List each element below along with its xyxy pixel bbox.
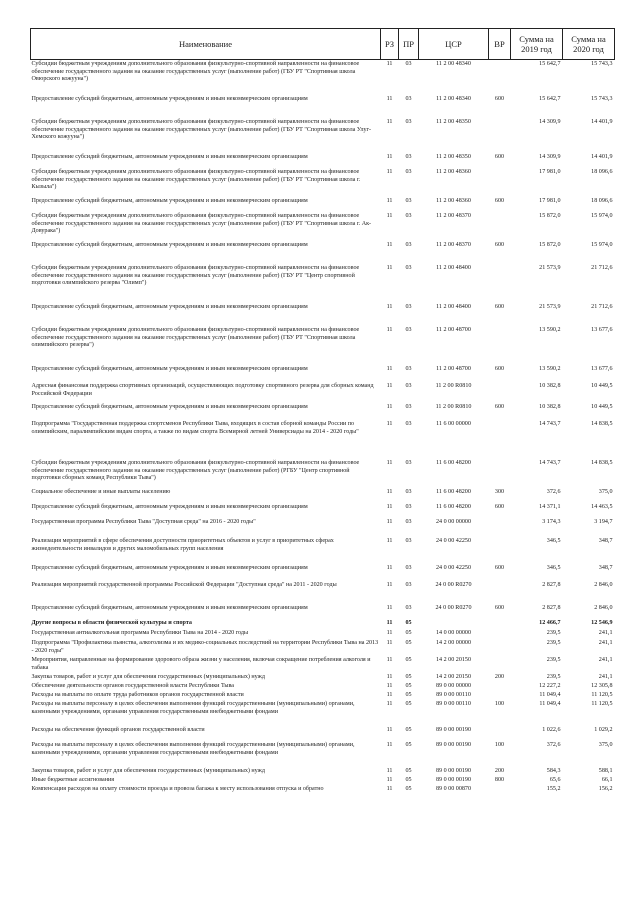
table-body xyxy=(31,60,615,803)
table-row xyxy=(31,785,615,802)
row-sum-2020: 14 401,9 xyxy=(591,154,613,160)
row-vr: 800 xyxy=(494,777,505,783)
row-vr xyxy=(489,264,511,303)
row-vr: 200 xyxy=(494,674,505,680)
row-vr: 600 xyxy=(494,242,505,248)
row-csr: 11 6 00 48200 xyxy=(436,489,471,495)
row-vr xyxy=(489,656,511,673)
row-csr: 11 2 00 48370 xyxy=(436,213,471,219)
row-name: Субсидии бюджетным учреждениям дополнительного образования физкультурно-спортивной направленности на финансовое обеспечение государственного задания на оказание государственных услуг (выполнение работ) (ГБУ РТ "Спортивная школа г. Ак-Довурака") xyxy=(31,213,372,235)
row-vr xyxy=(489,518,511,537)
row-pr: 03 xyxy=(405,605,412,611)
row-sum-2020: 21 712,6 xyxy=(591,265,613,271)
row-rz: 11 xyxy=(386,504,393,510)
row-sum-2020: 66,1 xyxy=(601,777,613,783)
table-row xyxy=(31,639,615,656)
table-row xyxy=(31,726,615,741)
table-row xyxy=(31,604,615,619)
row-csr: 11 6 00 48200 xyxy=(436,460,471,466)
table-row xyxy=(31,459,615,488)
table-row xyxy=(31,365,615,382)
table-row xyxy=(31,776,615,785)
row-name: Предоставление субсидий бюджетным, автономным учреждениям и иным некоммерческим организациям xyxy=(31,504,308,510)
row-sum-2019: 239,5 xyxy=(546,674,561,680)
row-csr: 11 2 00 48700 xyxy=(436,366,471,372)
row-pr: 05 xyxy=(405,786,412,792)
row-name: Предоставление субсидий бюджетным, автономным учреждениям и иным некоммерческим организациям xyxy=(31,605,308,611)
row-sum-2020: 241,1 xyxy=(598,674,613,680)
row-sum-2019: 12 227,2 xyxy=(539,683,561,689)
row-pr: 03 xyxy=(405,383,412,389)
row-vr xyxy=(489,682,511,691)
table-row xyxy=(31,488,615,503)
row-sum-2019: 13 590,2 xyxy=(539,366,561,372)
row-rz: 11 xyxy=(386,727,393,733)
row-csr: 89 0 00 00000 xyxy=(435,683,472,689)
row-sum-2020: 15 743,3 xyxy=(591,96,613,102)
row-sum-2019: 15 872,0 xyxy=(539,242,561,248)
row-name: Предоставление субсидий бюджетным, автономным учреждениям и иным некоммерческим организациям xyxy=(31,565,308,571)
row-csr: 89 0 00 00110 xyxy=(436,701,471,707)
row-rz: 11 xyxy=(386,213,393,219)
row-name: Закупка товаров, работ и услуг для обеспечения государственных (муниципальных) нужд xyxy=(31,768,265,774)
row-pr: 05 xyxy=(405,630,412,636)
table-row xyxy=(31,420,615,459)
row-rz: 11 xyxy=(386,489,393,495)
row-pr: 03 xyxy=(405,366,412,372)
row-vr: 300 xyxy=(494,489,505,495)
row-sum-2019: 346,5 xyxy=(546,538,561,544)
table-row xyxy=(31,619,615,629)
row-vr: 600 xyxy=(494,504,505,510)
row-sum-2019: 21 573,9 xyxy=(539,304,561,310)
row-sum-2019: 3 174,3 xyxy=(542,519,561,525)
row-sum-2020: 348,7 xyxy=(598,538,613,544)
table-row xyxy=(31,700,615,726)
row-sum-2019: 65,6 xyxy=(549,777,561,783)
col-header-pr: ПР xyxy=(399,29,419,60)
row-sum-2020: 18 096,6 xyxy=(591,198,613,204)
row-sum-2020: 156,2 xyxy=(598,786,613,792)
row-pr: 03 xyxy=(405,242,412,248)
row-sum-2019: 239,5 xyxy=(546,630,561,636)
row-csr: 11 2 00 48340 xyxy=(436,61,471,67)
table-header-row xyxy=(31,29,615,60)
row-sum-2020: 13 677,6 xyxy=(591,366,613,372)
row-rz: 11 xyxy=(386,768,393,774)
row-pr: 03 xyxy=(405,265,412,271)
row-sum-2020: 11 120,5 xyxy=(591,692,613,698)
row-pr: 03 xyxy=(405,154,412,160)
row-sum-2019: 14 309,9 xyxy=(539,154,561,160)
row-pr: 03 xyxy=(405,519,412,525)
row-name: Субсидии бюджетным учреждениям дополнительного образования физкультурно-спортивной направленности на финансовое обеспечение государственного задания на оказание государственных услуг (выполнение работ) (РГБУ "Центр спортивной подготовки сборных команд Республики Тыва") xyxy=(31,460,360,482)
row-sum-2019: 15 872,0 xyxy=(539,213,561,219)
row-sum-2019: 14 371,1 xyxy=(539,504,561,510)
row-vr: 600 xyxy=(494,304,505,310)
row-sum-2019: 2 827,8 xyxy=(542,605,561,611)
row-csr: 14 2 00 20150 xyxy=(435,657,472,663)
row-pr: 05 xyxy=(405,640,412,646)
row-vr xyxy=(489,691,511,700)
row-pr: 05 xyxy=(405,742,412,748)
row-name: Подпрограмма "Государственная поддержка спортсменов Республики Тыва, входящих в состав сборной команды России по олимпийским, паралимпийским видам спорта, а также по видам спорта Всемирной летней Универсиады на 2014 - 2020 годы" xyxy=(31,421,359,435)
row-sum-2020: 12 305,8 xyxy=(591,683,613,689)
row-csr: 89 0 00 00190 xyxy=(435,768,472,774)
row-sum-2019: 372,6 xyxy=(546,742,561,748)
table-row xyxy=(31,382,615,403)
row-rz: 11 xyxy=(386,777,393,783)
row-rz: 11 xyxy=(386,154,393,160)
row-csr: 11 2 00 48360 xyxy=(436,198,471,204)
row-name: Социальное обеспечение и иные выплаты населению xyxy=(31,489,171,495)
row-name: Предоставление субсидий бюджетным, автономным учреждениям и иным некоммерческим организациям xyxy=(31,404,308,410)
row-pr: 03 xyxy=(405,169,412,175)
row-rz: 11 xyxy=(386,538,393,544)
row-sum-2020: 348,7 xyxy=(598,565,613,571)
row-vr: 600 xyxy=(494,198,505,204)
row-sum-2019: 10 382,8 xyxy=(539,404,561,410)
row-csr: 14 0 00 00000 xyxy=(435,630,472,636)
row-csr: 11 2 00 48400 xyxy=(436,265,471,271)
row-rz: 11 xyxy=(386,620,393,626)
row-rz: 11 xyxy=(386,304,393,310)
row-sum-2020: 241,1 xyxy=(598,640,613,646)
row-pr: 03 xyxy=(405,119,412,125)
row-csr: 24 0 00 00000 xyxy=(435,519,472,525)
row-sum-2020: 13 677,6 xyxy=(591,327,613,333)
row-vr: 600 xyxy=(494,605,505,611)
row-pr: 05 xyxy=(405,620,412,626)
row-vr: 600 xyxy=(494,366,505,372)
table-row xyxy=(31,60,615,96)
row-name: Субсидии бюджетным учреждениям дополнительного образования физкультурно-спортивной направленности на финансовое обеспечение государственного задания на оказание государственных услуг (выполнение работ) (ГБУ РТ "Спортивная школа Улуг-Хемского кожууна") xyxy=(31,119,372,141)
row-sum-2020: 15 743,3 xyxy=(591,61,613,67)
row-csr: 11 2 00 R0810 xyxy=(435,404,472,410)
row-vr xyxy=(489,537,511,564)
row-name: Иные бюджетные ассигнования xyxy=(31,777,115,783)
row-vr: 100 xyxy=(494,742,505,748)
table-row xyxy=(31,537,615,564)
col-header-csr: ЦСР xyxy=(419,29,489,60)
row-vr: 600 xyxy=(494,565,505,571)
row-rz: 11 xyxy=(386,657,393,663)
row-csr: 24 0 00 R0270 xyxy=(435,582,472,588)
row-name: Расходы на обеспечение функций органов государственной власти xyxy=(31,727,205,733)
row-pr: 05 xyxy=(405,674,412,680)
row-vr xyxy=(489,420,511,459)
row-pr: 03 xyxy=(405,538,412,544)
table-row xyxy=(31,518,615,537)
row-name: Подпрограмма "Профилактика пьянства, алкоголизма и их медико-социальных последствий на территории Республики Тыва на 2013 - 2020 годы" xyxy=(31,640,379,654)
table-row xyxy=(31,153,615,168)
row-csr: 14 2 00 00000 xyxy=(435,640,472,646)
row-csr: 89 0 00 00190 xyxy=(435,777,472,783)
row-csr xyxy=(419,619,489,629)
row-name: Предоставление субсидий бюджетным, автономным учреждениям и иным некоммерческим организациям xyxy=(31,304,308,310)
row-csr: 24 0 00 42250 xyxy=(435,565,472,571)
row-sum-2019: 584,3 xyxy=(546,768,561,774)
row-pr: 03 xyxy=(405,460,412,466)
row-sum-2019: 2 827,8 xyxy=(542,582,561,588)
row-rz: 11 xyxy=(386,742,393,748)
row-pr: 05 xyxy=(405,727,412,733)
table-row xyxy=(31,581,615,604)
row-pr: 03 xyxy=(405,96,412,102)
table-row xyxy=(31,741,615,767)
col-header-sum-2019: Сумма на 2019 год xyxy=(511,29,563,60)
row-sum-2019: 14 743,7 xyxy=(539,460,561,466)
row-sum-2019: 11 049,4 xyxy=(539,701,561,707)
table-row xyxy=(31,118,615,153)
row-pr: 05 xyxy=(405,692,412,698)
row-rz: 11 xyxy=(386,683,393,689)
row-pr: 03 xyxy=(405,421,412,427)
row-sum-2020: 14 838,5 xyxy=(591,421,613,427)
row-sum-2020: 10 449,5 xyxy=(591,404,613,410)
row-sum-2020: 14 401,9 xyxy=(591,119,613,125)
row-csr: 11 2 00 R0810 xyxy=(435,383,472,389)
row-sum-2020: 2 846,0 xyxy=(594,582,613,588)
row-rz: 11 xyxy=(386,519,393,525)
row-sum-2019: 17 981,0 xyxy=(539,169,561,175)
table-row xyxy=(31,264,615,303)
row-name: Субсидии бюджетным учреждениям дополнительного образования физкультурно-спортивной направленности на финансовое обеспечение государственного задания на оказание государственных услуг (выполнение работ) (ГБУ РТ "Спортивная школа г. Кызыла") xyxy=(31,169,361,191)
row-sum-2019: 13 590,2 xyxy=(539,327,561,333)
row-csr: 24 0 00 R0270 xyxy=(435,605,472,611)
row-vr xyxy=(489,118,511,153)
row-name: Расходы на выплаты персоналу в целях обеспечения выполнения функций государственными (муниципальными) органами, казенными учреждениями, органами управления государственными внебюджетными фондами xyxy=(31,701,355,715)
row-sum-2019: 1 022,6 xyxy=(542,727,561,733)
row-name: Субсидии бюджетным учреждениям дополнительного образования физкультурно-спортивной направленности на финансовое обеспечение государственного задания на оказание государственных услуг (выполнение работ) (ГБУ РТ "Спортивная школа олимпийского резерва") xyxy=(31,327,360,349)
row-name: Реализация мероприятий в сфере обеспечения доступности приоритетных объектов и услуг в приоритетных сферах жизнедеятельности инвалидов и других маломобильных групп населения xyxy=(31,538,334,552)
row-name: Предоставление субсидий бюджетным, автономным учреждениям и иным некоммерческим организациям xyxy=(31,96,308,102)
row-rz: 11 xyxy=(386,565,393,571)
table-row xyxy=(31,767,615,776)
col-header-rz: РЗ xyxy=(381,29,399,60)
row-sum-2019: 12 466,7 xyxy=(539,620,561,626)
row-rz: 11 xyxy=(386,198,393,204)
row-name: Обеспечение деятельности органов государственной власти Республики Тыва xyxy=(31,683,234,689)
row-vr xyxy=(489,212,511,241)
row-rz: 11 xyxy=(386,242,393,248)
row-pr: 03 xyxy=(405,582,412,588)
table-row xyxy=(31,682,615,691)
row-rz: 11 xyxy=(386,119,393,125)
row-sum-2020: 3 194,7 xyxy=(594,519,613,525)
table-row xyxy=(31,564,615,581)
row-pr: 03 xyxy=(405,504,412,510)
row-sum-2019: 10 382,8 xyxy=(539,383,561,389)
row-vr xyxy=(489,168,511,197)
row-csr: 89 0 00 00870 xyxy=(435,786,472,792)
row-sum-2019: 14 309,9 xyxy=(539,119,561,125)
row-vr: 600 xyxy=(494,404,505,410)
row-pr: 03 xyxy=(405,489,412,495)
row-name: Предоставление субсидий бюджетным, автономным учреждениям и иным некоммерческим организациям xyxy=(31,198,308,204)
row-sum-2020: 375,0 xyxy=(598,742,613,748)
row-name: Компенсация расходов на оплату стоимости проезда и провоза багажа к месту использования отпуска и обратно xyxy=(31,786,324,792)
row-sum-2019: 11 049,4 xyxy=(539,692,561,698)
table-row xyxy=(31,503,615,518)
row-vr xyxy=(489,382,511,403)
row-sum-2020: 15 974,0 xyxy=(591,242,613,248)
row-vr: 600 xyxy=(494,96,505,102)
row-rz: 11 xyxy=(386,674,393,680)
table-row xyxy=(31,168,615,197)
row-csr: 11 2 00 48700 xyxy=(436,327,471,333)
col-header-name: Наименование xyxy=(31,29,381,60)
row-pr: 05 xyxy=(405,768,412,774)
row-sum-2020: 12 546,9 xyxy=(591,620,613,626)
row-sum-2020: 15 974,0 xyxy=(591,213,613,219)
table-row xyxy=(31,95,615,118)
row-name: Субсидии бюджетным учреждениям дополнительного образования физкультурно-спортивной направленности на финансовое обеспечение государственного задания на оказание государственных услуг (выполнение работ) (ГБУ РТ "Спортивная школа Овюрского кожууна") xyxy=(31,61,360,83)
table-row xyxy=(31,691,615,700)
row-csr: 11 2 00 48360 xyxy=(436,169,471,175)
row-vr xyxy=(489,619,511,629)
row-rz: 11 xyxy=(386,366,393,372)
row-rz: 11 xyxy=(386,96,393,102)
row-csr: 11 6 00 48200 xyxy=(436,504,471,510)
row-vr xyxy=(489,326,511,365)
row-rz: 11 xyxy=(386,169,393,175)
row-rz: 11 xyxy=(386,460,393,466)
row-name: Предоставление субсидий бюджетным, автономным учреждениям и иным некоммерческим организациям xyxy=(31,154,308,160)
row-pr: 05 xyxy=(405,683,412,689)
row-csr: 14 2 00 20150 xyxy=(435,674,472,680)
row-name: Реализация мероприятий государственной программы Российской Федерации "Доступная среда" на 2011 - 2020 годы xyxy=(31,582,337,588)
row-name: Расходы на выплаты персоналу в целях обеспечения выполнения функций государственными (муниципальными) органами, казенными учреждениями, органами управления государственными внебюджетными фондами xyxy=(31,742,355,756)
table-row xyxy=(31,326,615,365)
row-sum-2020: 21 712,6 xyxy=(591,304,613,310)
row-pr: 03 xyxy=(405,304,412,310)
row-pr: 05 xyxy=(405,701,412,707)
row-sum-2020: 18 096,6 xyxy=(591,169,613,175)
table-row xyxy=(31,673,615,682)
row-pr: 03 xyxy=(405,198,412,204)
budget-table xyxy=(30,28,615,802)
table-row xyxy=(31,403,615,420)
row-pr: 03 xyxy=(405,565,412,571)
row-rz: 11 xyxy=(386,61,393,67)
row-vr: 600 xyxy=(494,154,505,160)
row-vr xyxy=(489,726,511,741)
row-rz: 11 xyxy=(386,605,393,611)
table-row xyxy=(31,303,615,326)
row-csr: 89 0 00 00190 xyxy=(435,727,472,733)
row-name: Государственная программа Республики Тыва "Доступная среда" на 2016 - 2020 годы" xyxy=(31,519,256,525)
row-csr: 11 2 00 48350 xyxy=(436,154,471,160)
col-header-sum-2020: Сумма на 2020 год xyxy=(563,29,615,60)
row-rz: 11 xyxy=(386,265,393,271)
row-rz: 11 xyxy=(386,327,393,333)
row-csr: 11 2 00 48350 xyxy=(436,119,471,125)
table-row xyxy=(31,197,615,212)
row-rz: 11 xyxy=(386,630,393,636)
row-rz: 11 xyxy=(386,692,393,698)
row-csr: 11 6 00 00000 xyxy=(436,421,471,427)
row-vr xyxy=(489,629,511,639)
row-sum-2020: 2 846,0 xyxy=(594,605,613,611)
row-sum-2020: 241,1 xyxy=(598,630,613,636)
table-row xyxy=(31,629,615,639)
row-pr: 05 xyxy=(405,657,412,663)
row-sum-2019: 15 642,7 xyxy=(539,96,561,102)
table-row xyxy=(31,656,615,673)
row-sum-2019: 17 981,0 xyxy=(539,198,561,204)
row-vr: 200 xyxy=(494,768,505,774)
row-rz: 11 xyxy=(386,421,393,427)
row-sum-2020: 14 463,5 xyxy=(591,504,613,510)
row-sum-2020: 241,1 xyxy=(598,657,613,663)
row-sum-2019: 346,5 xyxy=(546,565,561,571)
row-csr: 24 0 00 42250 xyxy=(435,538,472,544)
row-pr: 03 xyxy=(405,327,412,333)
row-csr: 89 0 00 00190 xyxy=(435,742,472,748)
col-header-vr: ВР xyxy=(489,29,511,60)
row-name: Мероприятия, направленные на формирование здорового образа жизни у населения, включая сокращение потребления алкоголя и табака xyxy=(31,657,371,671)
row-sum-2020: 10 449,5 xyxy=(591,383,613,389)
row-csr: 11 2 00 48400 xyxy=(436,304,471,310)
row-rz: 11 xyxy=(386,701,393,707)
row-pr: 03 xyxy=(405,404,412,410)
row-vr xyxy=(489,581,511,604)
row-sum-2019: 239,5 xyxy=(546,640,561,646)
row-name: Другие вопросы в области физической культуры и спорта xyxy=(31,620,192,626)
row-rz: 11 xyxy=(386,582,393,588)
row-sum-2019: 239,5 xyxy=(546,657,561,663)
row-csr: 89 0 00 00110 xyxy=(436,692,471,698)
row-vr: 100 xyxy=(494,701,505,707)
row-vr xyxy=(489,459,511,488)
row-name: Предоставление субсидий бюджетным, автономным учреждениям и иным некоммерческим организациям xyxy=(31,366,308,372)
row-rz: 11 xyxy=(386,786,393,792)
row-rz: 11 xyxy=(386,640,393,646)
row-rz: 11 xyxy=(386,404,393,410)
row-pr: 03 xyxy=(405,61,412,67)
row-name: Субсидии бюджетным учреждениям дополнительного образования физкультурно-спортивной направленности на финансовое обеспечение государственного задания на оказание государственных услуг (выполнение работ) (ГБУ РТ "Центр спортивной подготовки олимпийского резерва "Олимп") xyxy=(31,265,360,287)
row-csr: 11 2 00 48370 xyxy=(436,242,471,248)
row-sum-2019: 14 743,7 xyxy=(539,421,561,427)
row-sum-2020: 14 838,5 xyxy=(591,460,613,466)
row-name: Расходы на выплаты по оплате труда работников органов государственной власти xyxy=(31,692,244,698)
row-sum-2019: 15 642,7 xyxy=(539,61,561,67)
row-csr: 11 2 00 48340 xyxy=(436,96,471,102)
row-sum-2019: 21 573,9 xyxy=(539,265,561,271)
row-sum-2019: 372,6 xyxy=(546,489,561,495)
row-name: Предоставление субсидий бюджетным, автономным учреждениям и иным некоммерческим организациям xyxy=(31,242,308,248)
row-vr xyxy=(489,60,511,96)
row-sum-2020: 1 029,2 xyxy=(594,727,613,733)
row-name: Закупка товаров, работ и услуг для обеспечения государственных (муниципальных) нужд xyxy=(31,674,265,680)
row-pr: 05 xyxy=(405,777,412,783)
row-sum-2019: 155,2 xyxy=(546,786,561,792)
table-row xyxy=(31,241,615,264)
row-vr xyxy=(489,639,511,656)
row-name: Государственная антиалкогольная программа Республики Тыва на 2014 - 2020 годы xyxy=(31,630,249,636)
row-vr xyxy=(489,785,511,802)
row-sum-2020: 11 120,5 xyxy=(591,701,613,707)
table-row xyxy=(31,212,615,241)
row-rz: 11 xyxy=(386,383,393,389)
row-pr: 03 xyxy=(405,213,412,219)
row-sum-2020: 375,0 xyxy=(598,489,613,495)
row-name: Адресная финансовая поддержка спортивных организаций, осуществляющих подготовку спортивного резерва для сборных команд Российской Федерации xyxy=(31,383,374,397)
row-sum-2020: 588,1 xyxy=(598,768,613,774)
